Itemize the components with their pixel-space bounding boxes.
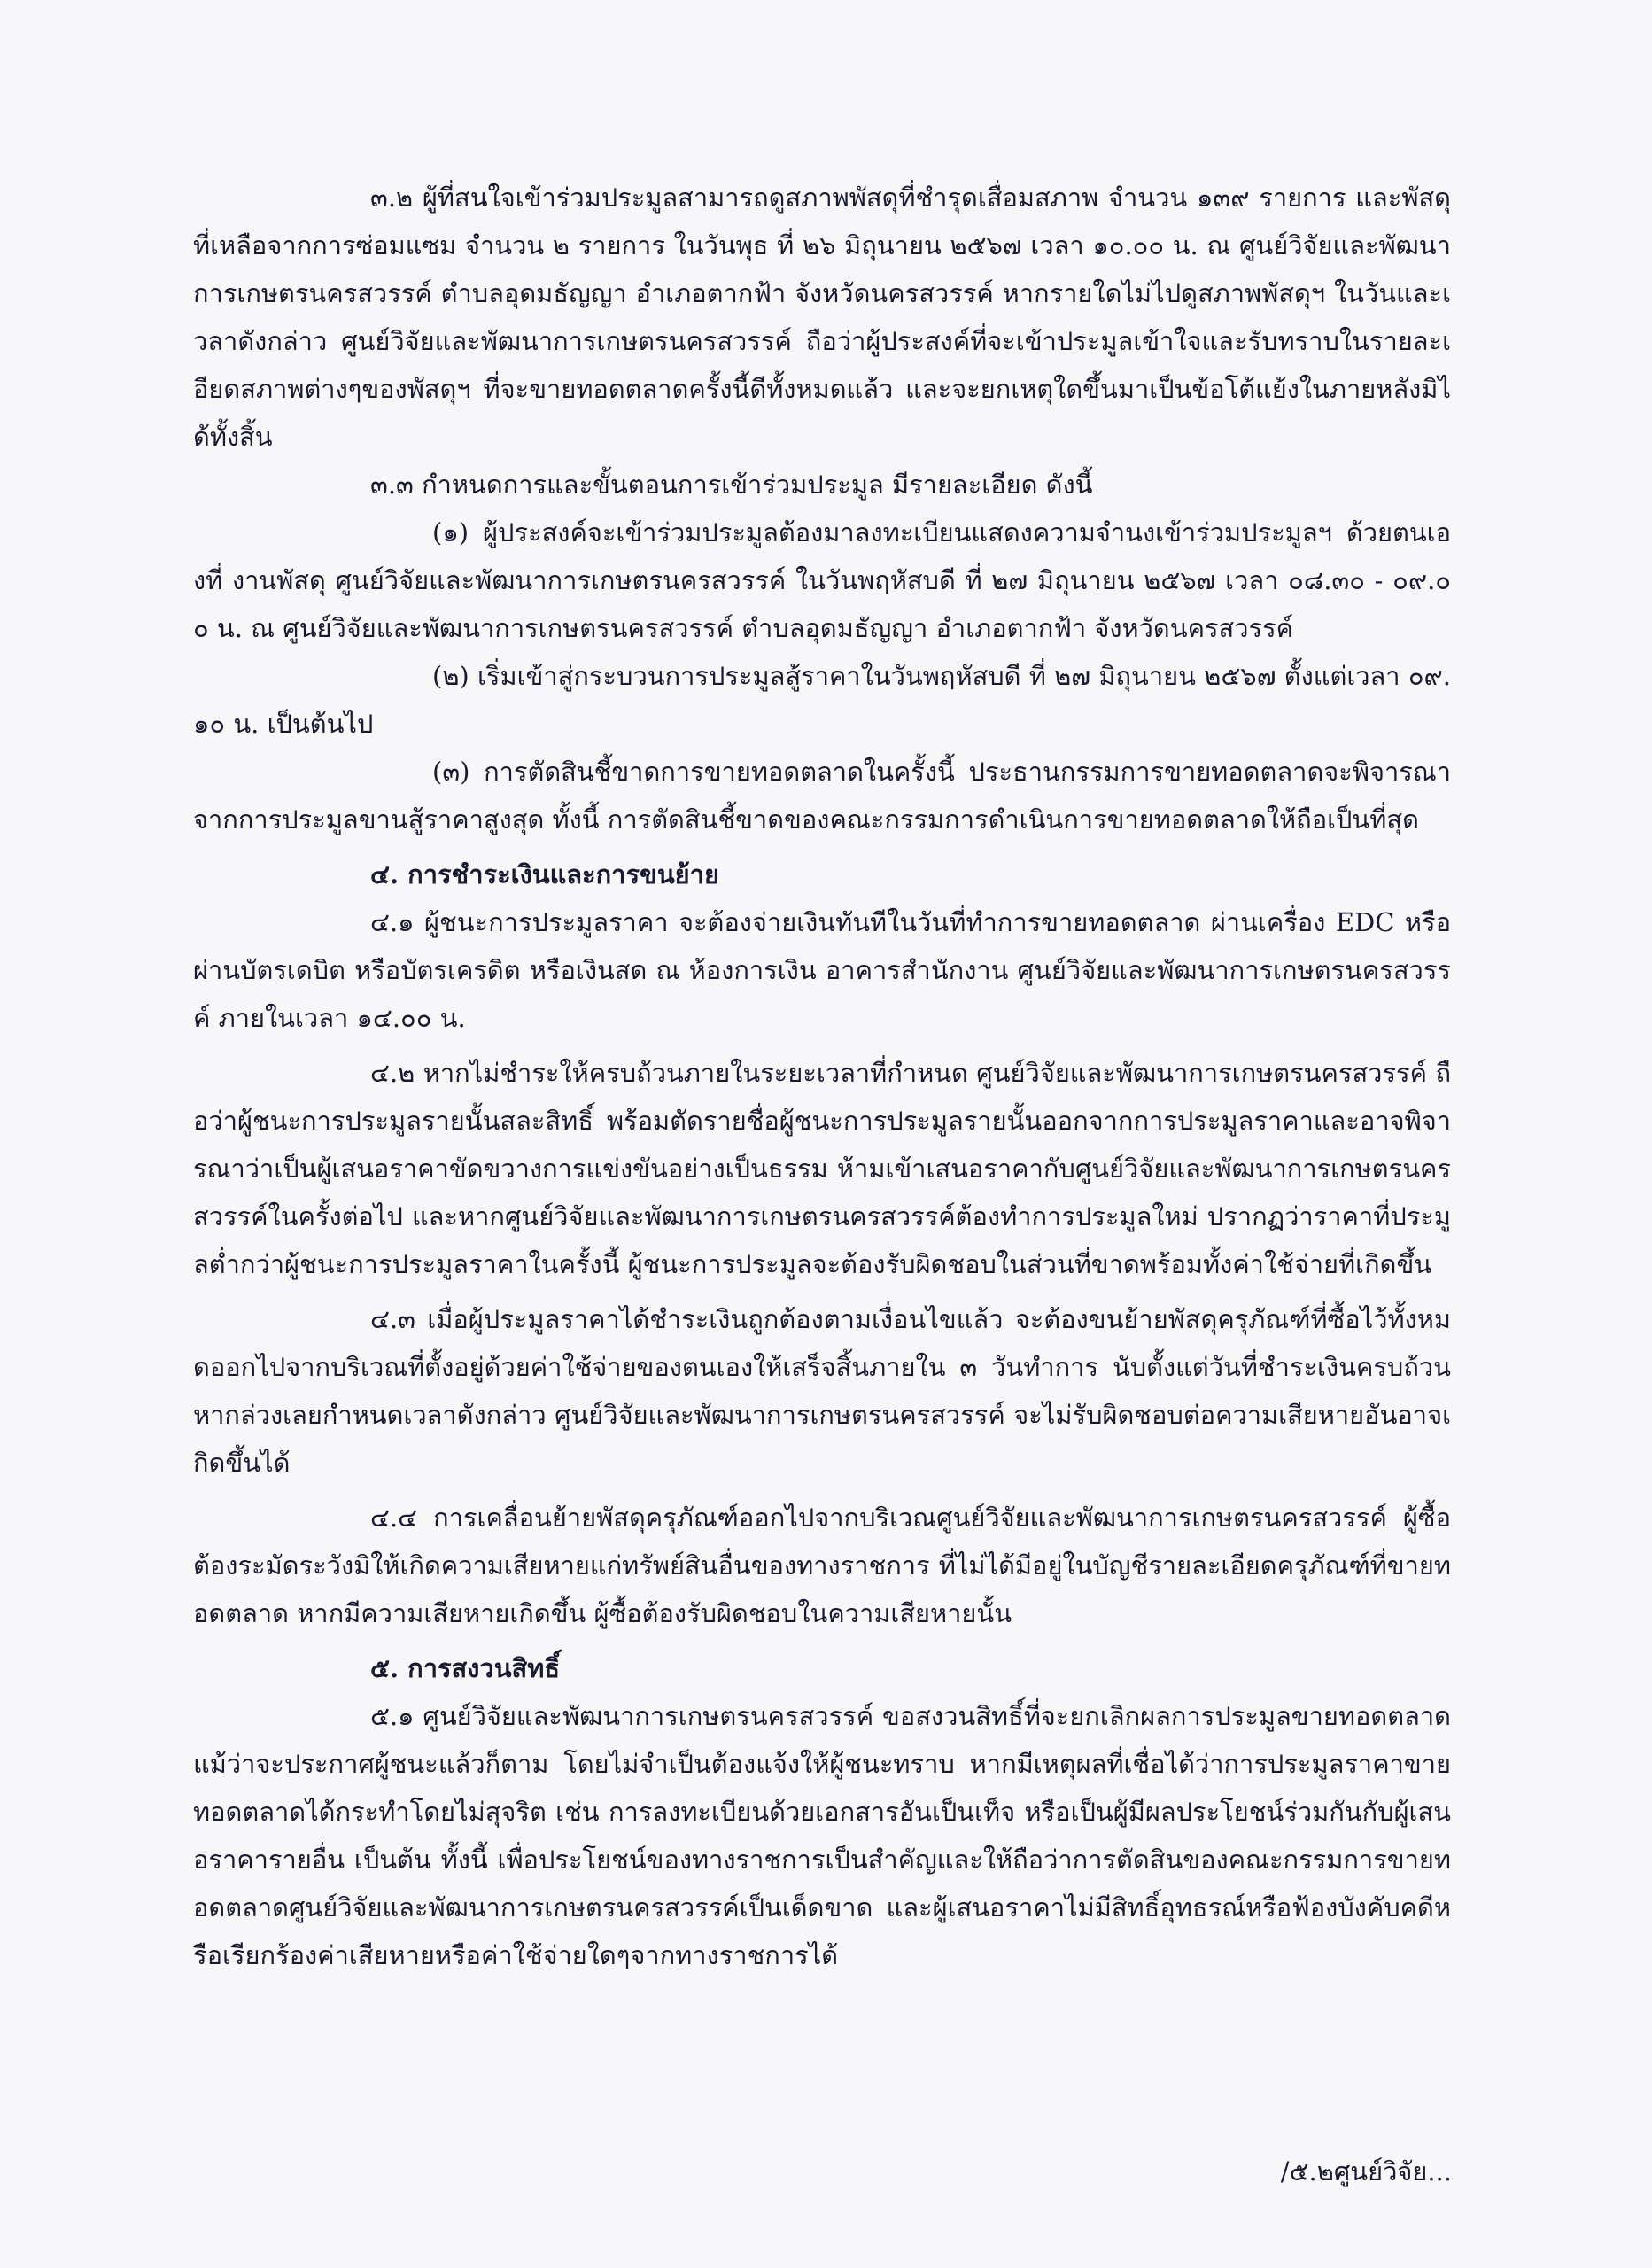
continuation-note: /๕.๒ศูนย์วิจัย... — [1280, 2156, 1452, 2186]
paragraph-4-2: ๔.๒ หากไม่ชำระให้ครบถ้วนภายในระยะเวลาที่กำหนด ศูนย์วิจัยและพัฒนาการเกษตรนครสวรรค์ ถือว่าผู้ชนะการประมูลรายนั้นสละสิทธิ์ พร้อมตัดรายชื่อผู้ชนะการประมูลรายนั้นออกจากการประมูลราคาและอาจพิจารณาว่าเป็นผู้เสนอราคาขัดขวางการแข่งขันอย่างเป็นธรรม ห้ามเข้าเสนอราคากับศูนย์วิจัยและพัฒนาการเกษตรนครสวรรค์ในครั้งต่อไป และหากศูนย์วิจัยและพัฒนาการเกษตรนครสวรรค์ต้องทำการประมูลใหม่ ปรากฏว่าราคาที่ประมูลต่ำกว่าผู้ชนะการประมูลราคาในครั้งนี้ ผู้ชนะการประมูลจะต้องรับผิดชอบในส่วนที่ขาดพร้อมทั้งค่าใช้จ่ายที่เกิดขึ้น — [193, 1058, 1451, 1279]
section-heading-5: ๕. การสงวนสิทธิ์ — [370, 1653, 561, 1683]
paragraph-4-3: ๔.๓ เมื่อผู้ประมูลราคาได้ชำระเงินถูกต้องตามเงื่อนไขแล้ว จะต้องขนย้ายพัสดุครุภัณฑ์ที่ซื้อไว้ทั้งหมดออกไปจากบริเวณที่ตั้งอยู่ด้วยค่าใช้จ่ายของตนเองให้เสร็จสิ้นภายใน ๓ วันทำการ นับตั้งแต่วันที่ชำระเงินครบถ้วน หากล่วงเลยกำหนดเวลาดังกล่าว ศูนย์วิจัยและพัฒนาการเกษตรนครสวรรค์ จะไม่รับผิดชอบต่อความเสียหายอันอาจเกิดขึ้นได้ — [193, 1304, 1451, 1478]
paragraph-5-1: ๕.๑ ศูนย์วิจัยและพัฒนาการเกษตรนครสวรรค์ ขอสงวนสิทธิ์ที่จะยกเลิกผลการประมูลขายทอดตลาดแม้ว่าจะประกาศผู้ชนะแล้วก็ตาม โดยไม่จำเป็นต้องแจ้งให้ผู้ชนะทราบ หากมีเหตุผลที่เชื่อได้ว่าการประมูลราคาขายทอดตลาดได้กระทำโดยไม่สุจริต เช่น การลงทะเบียนด้วยเอกสารอันเป็นเท็จ หรือเป็นผู้มีผลประโยชน์ร่วมกันกับผู้เสนอราคารายอื่น เป็นต้น ทั้งนี้ เพื่อประโยชน์ของทางราชการเป็นสำคัญและให้ถือว่าการตัดสินของคณะกรรมการขายทอดตลาดศูนย์วิจัยและพัฒนาการเกษตรนครสวรรค์เป็นเด็ดขาด และผู้เสนอราคาไม่มีสิทธิ์อุทธรณ์หรือฟ้องบังคับคดีหรือเรียกร้องค่าเสียหายหรือค่าใช้จ่ายใดๆจากทางราชการได้ — [193, 1701, 1451, 1970]
paragraph-4-4: ๔.๔ การเคลื่อนย้ายพัสดุครุภัณฑ์ออกไปจากบริเวณศูนย์วิจัยและพัฒนาการเกษตรนครสวรรค์ ผู้ซื้อต้องระมัดระวังมิให้เกิดความเสียหายแก่ทรัพย์สินอื่นของทางราชการ ที่ไม่ได้มีอยู่ในบัญชีรายละเอียดครุภัณฑ์ที่ขายทอดตลาด หากมีความเสียหายเกิดขึ้น ผู้ซื้อต้องรับผิดชอบในความเสียหายนั้น — [193, 1503, 1451, 1628]
document-body — [193, 174, 1451, 1979]
paragraph-3-3-2: (๒) เริ่มเข้าสู่กระบวนการประมูลสู้ราคาในวันพฤหัสบดี ที่ ๒๗ มิถุนายน ๒๕๖๗ ตั้งแต่เวลา ๐๙.๑๐ น. เป็นต้นไป — [193, 661, 1451, 739]
paragraph-4-1: ๔.๑ ผู้ชนะการประมูลราคา จะต้องจ่ายเงินทันทีในวันที่ทำการขายทอดตลาด ผ่านเครื่อง EDC หรือผ่านบัตรเดบิต หรือบัตรเครดิต หรือเงินสด ณ ห้องการเงิน อาคารสำนักงาน ศูนย์วิจัยและพัฒนาการเกษตรนครสวรรค์ ภายในเวลา ๑๔.๐๐ น. — [193, 907, 1451, 1033]
paragraph-3-3: ๓.๓ กำหนดการและขั้นตอนการเข้าร่วมประมูล มีรายละเอียด ดังนี้ — [370, 470, 1093, 500]
section-heading-4: ๔. การชำระเงินและการขนย้าย — [370, 859, 719, 889]
paragraph-3-2: ๓.๒ ผู้ที่สนใจเข้าร่วมประมูลสามารถดูสภาพพัสดุที่ชำรุดเสื่อมสภาพ จำนวน ๑๓๙ รายการ และพัสดุที่เหลือจากการซ่อมแซม จำนวน ๒ รายการ ในวันพุธ ที่ ๒๖ มิถุนายน ๒๕๖๗ เวลา ๑๐.๐๐ น. ณ ศูนย์วิจัยและพัฒนาการเกษตรนครสวรรค์ ตำบลอุดมธัญญา อำเภอตากฟ้า จังหวัดนครสวรรค์ หากรายใดไม่ไปดูสภาพพัสดุฯ ในวันและเวลาดังกล่าว ศูนย์วิจัยและพัฒนาการเกษตรนครสวรรค์ ถือว่าผู้ประสงค์ที่จะเข้าประมูลเข้าใจและรับทราบในรายละเอียดสภาพต่างๆของพัสดุฯ ที่จะขายทอดตลาดครั้งนี้ดีทั้งหมดแล้ว และจะยกเหตุใดขึ้นมาเป็นข้อโต้แย้งในภายหลังมิได้ทั้งสิ้น — [193, 183, 1451, 452]
paragraph-3-3-1: (๑) ผู้ประสงค์จะเข้าร่วมประมูลต้องมาลงทะเบียนแสดงความจำนงเข้าร่วมประมูลฯ ด้วยตนเองที่ งานพัสดุ ศูนย์วิจัยและพัฒนาการเกษตรนครสวรรค์ ในวันพฤหัสบดี ที่ ๒๗ มิถุนายน ๒๕๖๗ เวลา ๐๘.๓๐ - ๐๙.๐๐ น. ณ ศูนย์วิจัยและพัฒนาการเกษตรนครสวรรค์ ตำบลอุดมธัญญา อำเภอตากฟ้า จังหวัดนครสวรรค์ — [193, 517, 1451, 643]
paragraph-3-3-3: (๓) การตัดสินชี้ขาดการขายทอดตลาดในครั้งนี้ ประธานกรรมการขายทอดตลาดจะพิจารณาจากการประมูลขานสู้ราคาสูงสุด ทั้งนี้ การตัดสินชี้ขาดของคณะกรรมการดำเนินการขายทอดตลาดให้ถือเป็นที่สุด — [193, 757, 1451, 835]
